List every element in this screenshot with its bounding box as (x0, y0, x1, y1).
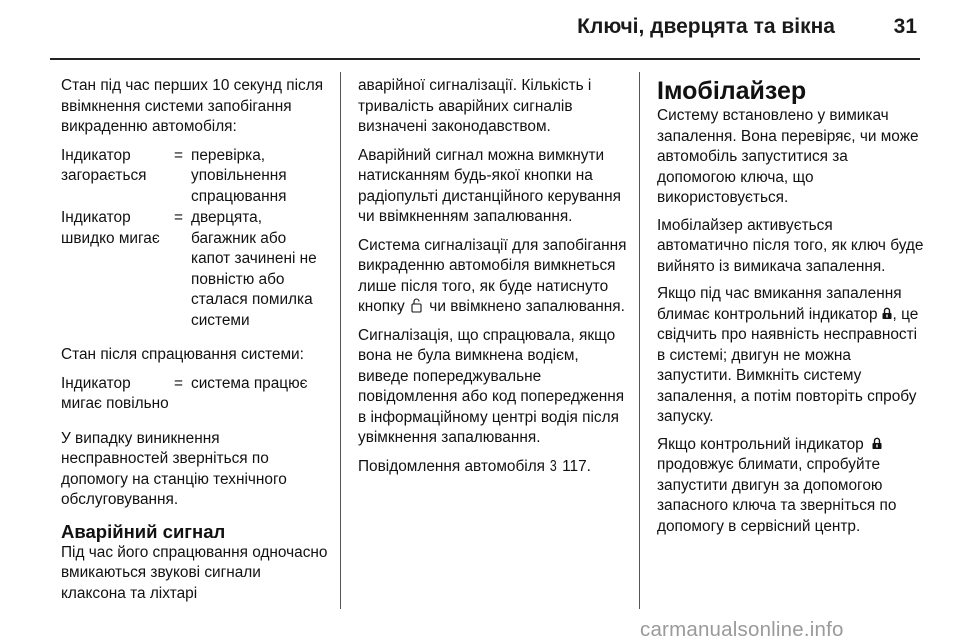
alarm-heading: Аварійний сигнал (61, 520, 226, 542)
equals-sign: = (174, 374, 183, 392)
intro-paragraph: Стан під час перших 10 секунд після ввімкнення системи запобігання викраденню автомобіля: (61, 77, 324, 135)
alarm-paragraph: Під час його спрацювання одночасно вмикаються звукові сигнали клаксона та ліхтарі (61, 543, 328, 602)
after-trigger-label: Стан після спрацювання системи: (61, 346, 304, 363)
status-table-after (61, 374, 329, 415)
reference-page: 117. (562, 457, 591, 475)
column-2 (358, 76, 630, 485)
car-lock-indicator-icon (881, 306, 893, 319)
vehicle-messages-reference (358, 457, 630, 478)
column-divider-2 (639, 72, 640, 609)
watermark: carmanualsonline.info (640, 618, 844, 641)
fault-text: Якщо під час вмикання запалення блимає контрольний індикатор (657, 285, 902, 323)
page-number: 31 (893, 15, 917, 38)
column-3 (657, 76, 927, 544)
car-lock-indicator-icon (871, 436, 883, 449)
unlock-button-icon (411, 298, 422, 313)
immobiliser-heading: Імобілайзер (657, 77, 807, 105)
page-header-title: Ключі, дверцята та вікна (577, 15, 835, 38)
indicator-state: Індикатор швидко мигає (61, 209, 160, 247)
indicator-meaning: система працює (191, 374, 308, 392)
indicator-meaning: дверцята, багажник або капот зачинені не повністю або сталася помилка системи (191, 209, 317, 329)
warning-message-paragraph: Сигналізація, що спрацювала, якщо вона не була вимкнена водієм, виведе попереджувальне повідомлення або код попередження в інформаційному центрі водія після увімкнення запалювання. (358, 326, 625, 446)
system-off-text: Система сигналізації для запобігання викраденню автомобіля вимкнеться лише після того, як буде натиснуто кнопку (358, 236, 627, 315)
column-1 (61, 76, 329, 612)
indicator-state: Індикатор мигає повільно (61, 374, 169, 412)
table-row (61, 207, 329, 331)
column-divider-1 (340, 72, 341, 609)
fault-paragraph: У випадку виникнення несправностей зверніться по допомогу на станцію технічного обслуговування. (61, 429, 287, 508)
equals-sign: = (174, 146, 183, 164)
reference-text: Повідомлення автомобіля (358, 457, 546, 475)
fault-text-end: , це свідчить про наявність несправності в системі; двигун не можна запустити. Вимкніть систему запалення, а потім повторіть спробу запуску. (657, 305, 919, 425)
equals-sign: = (174, 209, 183, 226)
indicator-meaning: перевірка, уповільнення спрацювання (191, 146, 287, 205)
spare-key-text: Якщо контрольний індикатор (657, 435, 864, 453)
immobiliser-intro-paragraph: Систему встановлено у вимикач запалення. Вона перевіряє, чи може автомобіль запуститися за допомогою ключа, що використовується. (657, 107, 919, 206)
system-off-text-end: чи ввімкнено запалювання. (429, 298, 625, 315)
table-row (61, 146, 329, 208)
immobiliser-spare-key-paragraph (657, 435, 927, 538)
immobiliser-fault-paragraph (657, 284, 927, 428)
system-off-paragraph (358, 236, 630, 318)
indicator-state: Індикатор загорається (61, 146, 147, 184)
spare-key-text-end: продовжує блимати, спробуйте запустити двигун за допомогою запасного ключа та зверніться по допомогу в сервісний центр. (657, 456, 897, 535)
immobiliser-activation-paragraph: Імобілайзер активується автоматично після того, як ключ буде вийнято із вимикача запалення. (657, 216, 924, 275)
alarm-disable-paragraph: Аварійний сигнал можна вимкнути натисканням будь-якої кнопки на радіопульті дистанційного керування чи ввімкненням запалювання. (358, 146, 621, 225)
header-divider (50, 58, 920, 60)
table-row (61, 374, 329, 415)
page-reference-arrow-icon: 3 (550, 457, 558, 475)
alarm-continued-paragraph: аварійної сигналізації. Кількість і тривалість аварійних сигналів визначені законодавством. (358, 77, 592, 135)
status-table-initial (61, 146, 329, 332)
